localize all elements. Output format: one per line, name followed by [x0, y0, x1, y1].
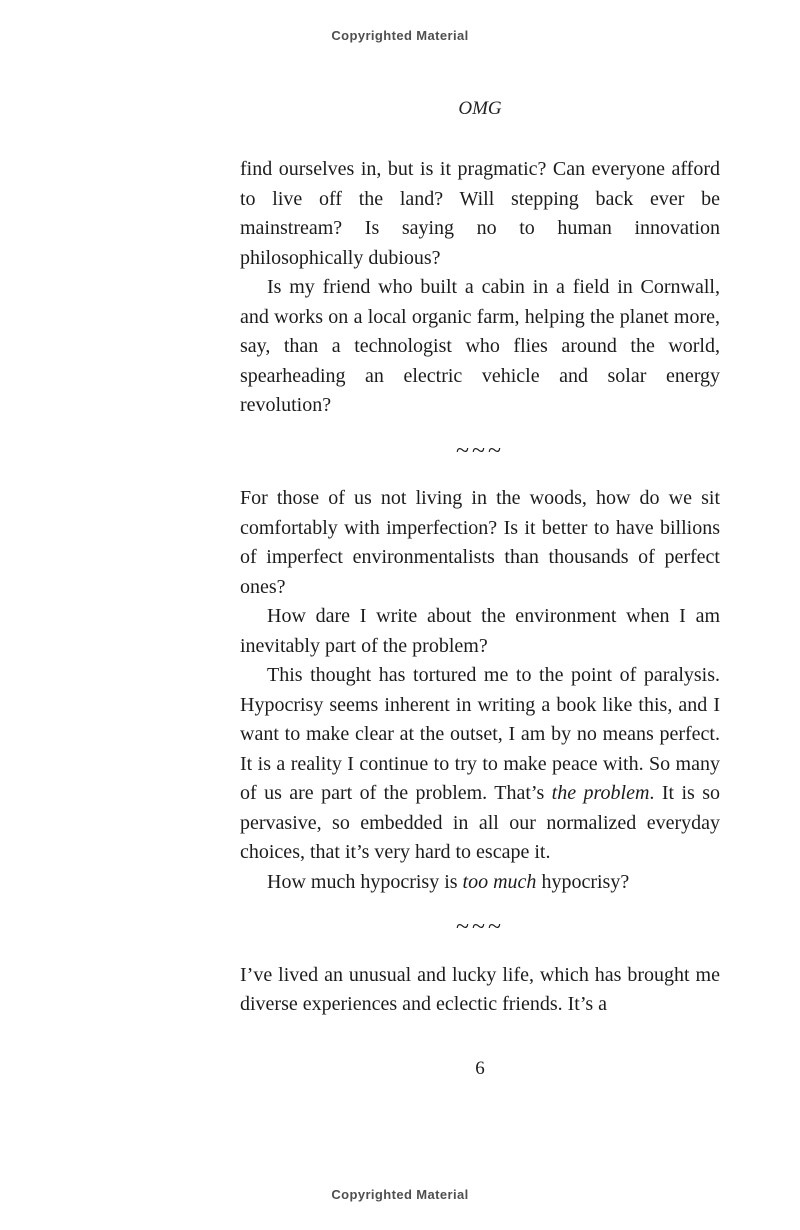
- paragraph: For those of us not living in the woods, how do we sit comfortably with imperfection? Is it better to have billions of imperfect environmentalists than thousands of perfect ones?: [240, 487, 720, 598]
- section-separator: ~~~: [456, 437, 504, 464]
- paragraph: I’ve lived an unusual and lucky life, which has brought me diverse experiences and eclectic friends. It’s a: [240, 963, 720, 1015]
- paragraph-text: This thought has tortured me to the point of paralysis. Hypocrisy seems inherent in writing a book like this, and I want to make clear at the outset, I am by no means perfect. It is a reality I continue to try to make peace with. So many of us are part of the problem. That’s: [240, 664, 720, 804]
- italic-phrase: too much: [462, 870, 537, 893]
- copyright-notice-bottom: Copyrighted Material: [331, 1187, 469, 1202]
- running-header: OMG: [458, 98, 502, 119]
- paragraph: Is my friend who built a cabin in a field in Cornwall, and works on a local organic farm, helping the planet more, say, than a technologist who flies around the world, spearheading an electric vehicle and solar energy revolution?: [240, 276, 720, 416]
- paragraph-text: How much hypocrisy is: [267, 870, 463, 893]
- text-block: [240, 155, 720, 1083]
- paragraph: How dare I write about the environment when I am inevitably part of the problem?: [240, 605, 720, 657]
- paragraph-text: . It is so pervasive, so embedded in all our normalized everyday choices, that it’s very hard to escape it.: [240, 782, 720, 863]
- page-number: 6: [475, 1057, 485, 1079]
- italic-phrase: the problem: [551, 782, 650, 804]
- paragraph: [240, 868, 720, 898]
- paragraph: find ourselves in, but is it pragmatic? Can everyone afford to live off the land? Will stepping back ever be mainstream? Is saying no to human innovation philosophically dubious?: [240, 158, 720, 269]
- paragraph-text: hypocrisy?: [536, 870, 630, 893]
- section-separator: ~~~: [456, 914, 504, 940]
- copyright-notice-top: Copyrighted Material: [331, 28, 469, 43]
- paragraph: [240, 661, 720, 868]
